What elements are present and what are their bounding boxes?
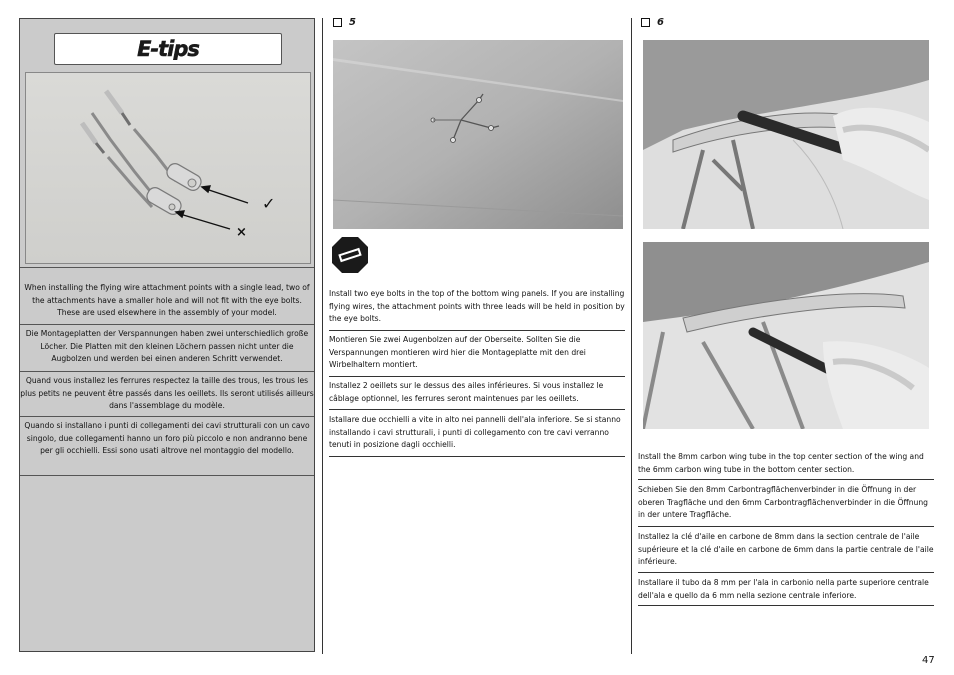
tips-para-en: When installing the flying wire attachment points with a single lead, two of the attachments have a smaller hole and will not fit with the eye bolts. These are used elsewhere in the assembly of your model. bbox=[24, 283, 310, 318]
tips-para-fr: Quand vous installez les ferrures respectez la taille des trous, les trous les plus petits ne peuvent être passés dans les oeillets. Ils seront utilisés ailleurs dans l'assemblage du modèle. bbox=[20, 376, 314, 411]
step6-rule-3 bbox=[638, 572, 934, 573]
step6-para-en: Install the 8mm carbon wing tube in the top center section of the wing and the 6mm carbon wing tube in the bottom center section. bbox=[638, 452, 924, 474]
step5-rule-2 bbox=[329, 376, 625, 377]
step5-rule-3 bbox=[329, 409, 625, 410]
eye-bolt-photo bbox=[25, 72, 311, 264]
column-rule-2 bbox=[631, 18, 632, 654]
step6-photo-bottom bbox=[643, 242, 929, 429]
step6-number: 6 bbox=[657, 17, 664, 28]
tips-para-de: Die Montageplatten der Verspannungen haben zwei unterschiedlich große Löcher. Die Platten mit den kleinen Löchern passen nicht unter die Augbolzen und werden bei einen anderen Schritt verwendet. bbox=[25, 329, 309, 364]
step5-para-en: Install two eye bolts in the top of the bottom wing panels. If you are installing flying wires, the attachment points with three leads will be held in position by the eye bolts. bbox=[329, 289, 625, 324]
tips-divider-top bbox=[20, 267, 314, 268]
etips-logo bbox=[122, 38, 214, 60]
check-mark: ✓ bbox=[262, 194, 276, 213]
tips-divider-4 bbox=[20, 475, 314, 476]
step6-para-it: Installare il tubo da 8 mm per l'ala in carbonio nella parte superiore centrale dell'ala e quello da 6 mm nella sezione centrale inferiore. bbox=[638, 578, 929, 600]
tips-divider-1 bbox=[20, 324, 314, 325]
svg-text:E-tips: E-tips bbox=[137, 38, 199, 60]
page-number: 47 bbox=[922, 655, 935, 666]
column-rule-1 bbox=[322, 18, 323, 654]
step5-para-fr: Installez 2 oeillets sur le dessus des ailes inférieures. Si vous installez le câblage optionnel, les ferrures seront maintenues par les oeillets. bbox=[329, 381, 604, 403]
tips-divider-3 bbox=[20, 416, 314, 417]
step6-para-de: Schieben Sie den 8mm Carbontragflächenverbinder in die Öffnung in der oberen Tragfläche und den 6mm Carbontragflächenverbinder in die Öffnung in der untere Tragfläche. bbox=[638, 485, 928, 520]
tips-para-it: Quando si installano i punti di collegamenti dei cavi strutturali con un cavo singolo, due collegamenti hanno un foro più piccolo e non andranno bene per gli occhielli. Essi sono usati altrove nel montaggio del modello. bbox=[24, 421, 310, 456]
step6-photo-top bbox=[643, 40, 929, 229]
step5-para-de: Montieren Sie zwei Augenbolzen auf der Oberseite. Sollten Sie die Verspannungen montieren wird hier die Montageplatte mit den drei Wirbelhaltern montiert. bbox=[329, 335, 586, 370]
etips-logo-box bbox=[54, 33, 282, 65]
step5-number: 5 bbox=[349, 17, 356, 28]
step6-rule-2 bbox=[638, 526, 934, 527]
tips-divider-2 bbox=[20, 371, 314, 372]
step5-checkbox[interactable] bbox=[333, 18, 342, 27]
step6-rule-1 bbox=[638, 479, 934, 480]
step6-para-fr: Installez la clé d'aile en carbone de 8mm dans la section centrale de l'aile supérieure et la clé d'aile en carbone de 6mm dans la partie centrale de l'aile inférieure. bbox=[638, 532, 934, 567]
step6-header bbox=[641, 17, 664, 28]
step5-photo bbox=[333, 40, 623, 229]
step5-para-it: Istallare due occhielli a vite in alto nei pannelli dell'ala inferiore. Se si stanno installando i cavi strutturali, i punti di collegamento con tre cavi verranno tenuti in posizione dagli occhielli. bbox=[329, 415, 621, 450]
step6-rule-4 bbox=[638, 605, 934, 606]
step6-checkbox[interactable] bbox=[641, 18, 650, 27]
step5-rule-4 bbox=[329, 456, 625, 457]
step5-rule-1 bbox=[329, 330, 625, 331]
cross-mark: × bbox=[236, 225, 247, 240]
etips-panel bbox=[19, 18, 315, 652]
step5-header bbox=[333, 17, 356, 28]
tools-icon bbox=[331, 236, 369, 274]
